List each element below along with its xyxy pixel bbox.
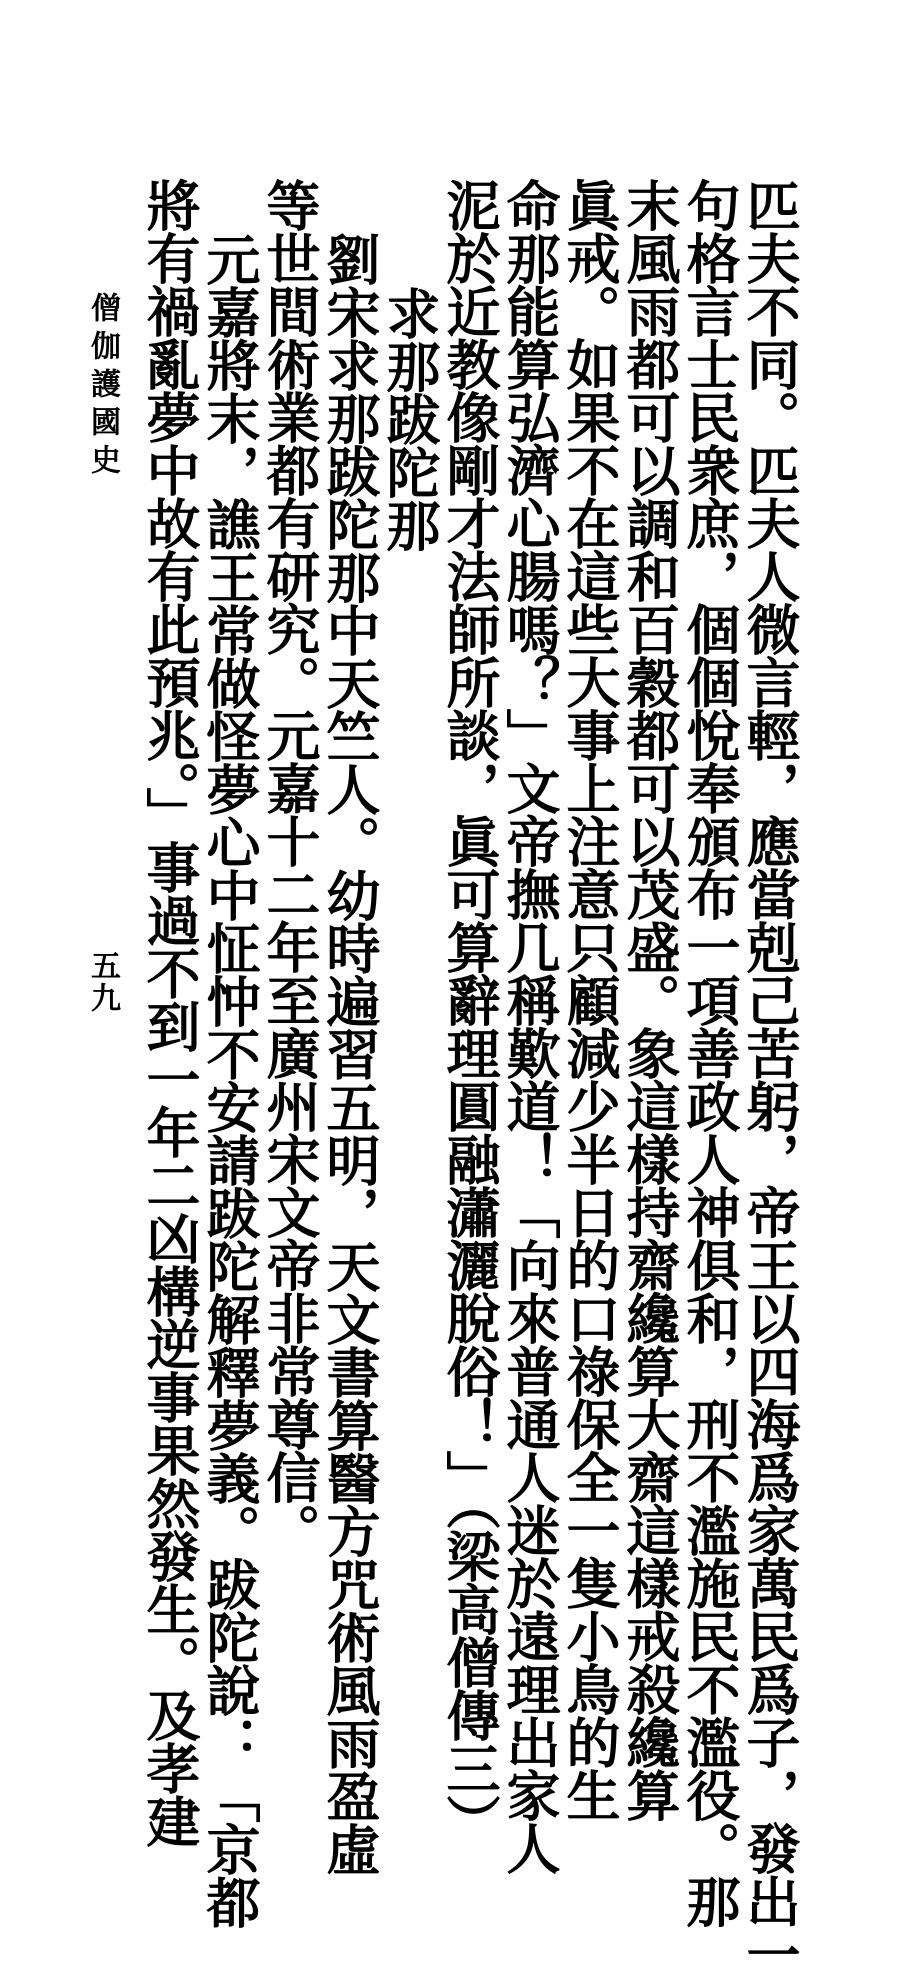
section-heading: 求那跋陀那 xyxy=(378,286,442,551)
text-column: 句格言士民衆庶，個個悅奉頒布一項善政人神俱和，刑不濫施民不濫役。那 xyxy=(678,178,742,1927)
body-text xyxy=(130,178,802,1980)
text-column: 將有禍亂夢中故有此預兆。」事過不到一年二凶構逆事果然發生。及孝建 xyxy=(138,178,202,1847)
text-column: 眞戒。如果不在這些大事上注意只顧減少半日的口祿保全一隻小鳥的生 xyxy=(558,178,622,1821)
text-column: 命那能算弘濟心腸嗎？」文帝撫几稱歎道！「向來普通人迷於遠理出家人 xyxy=(498,178,562,1874)
text-column: 匹夫不同。匹夫人微言輕，應當剋己苦躬，帝王以四海爲家萬民爲子，發出一 xyxy=(738,178,802,1980)
text-column: 泥於近教像剛才法師所談，眞可算辭理圓融瀟灑脫俗！」（梁高僧傳三） xyxy=(438,178,502,1847)
running-head: 僧伽護國史 xyxy=(85,292,120,482)
page-number: 五九 xyxy=(85,950,120,1014)
text-column: 末風雨都可以調和百穀都可以茂盛。象這樣持齋纔算大齋這樣戒殺纔算 xyxy=(618,178,682,1821)
text-column: 元嘉將末，譙王常做怪夢心中怔忡不安請跋陀解釋夢義。跋陀說：「京都 xyxy=(198,232,262,1928)
text-column: 劉宋求那跋陀那中天竺人。幼時遍習五明，天文書算醫方咒術風雨盈虛 xyxy=(318,232,382,1875)
text-column: 等世間術業都有研究。元嘉十二年至廣州宋文帝非常尊信。 xyxy=(258,178,322,1556)
